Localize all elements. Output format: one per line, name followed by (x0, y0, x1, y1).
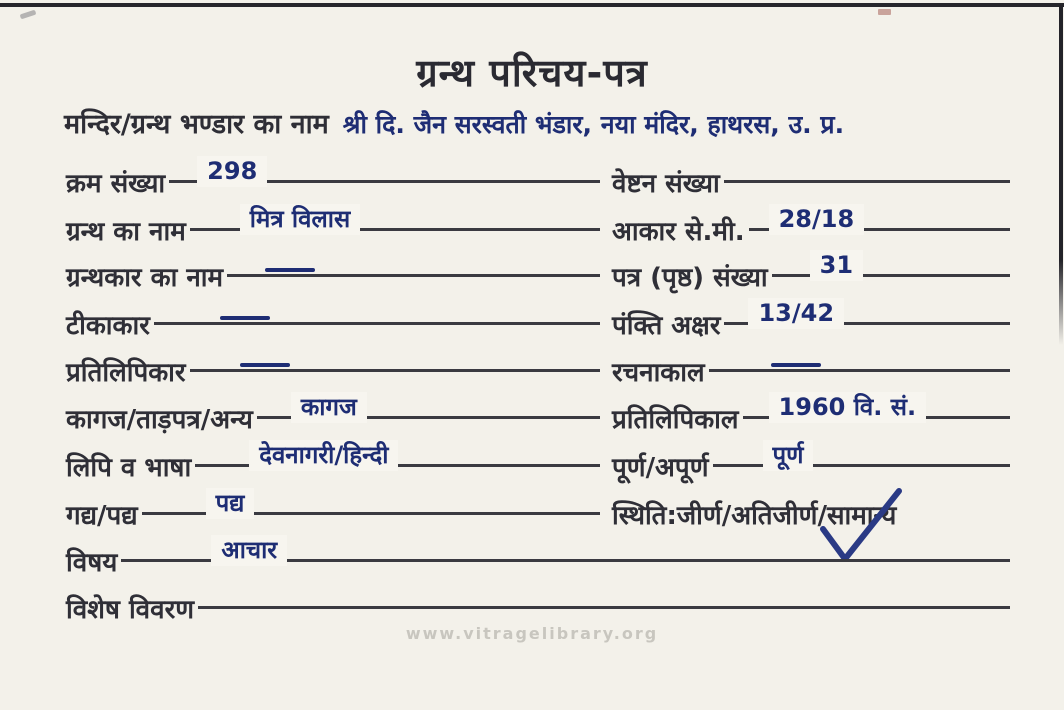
form-field (612, 251, 1010, 301)
fill-in-line (724, 180, 1010, 183)
form-row (66, 489, 1010, 539)
repository-name-field (64, 104, 1052, 141)
form-row (66, 393, 1010, 443)
checked-option: सामान्य (827, 499, 896, 533)
field-label: पत्र (पृष्ठ) संख्या (612, 263, 768, 293)
form-row (66, 251, 1010, 301)
form-row (66, 205, 1010, 255)
field-label: पंक्ति अक्षर (612, 311, 721, 341)
field-label: विशेष विवरण (66, 595, 195, 625)
field-value: आचार (211, 535, 287, 566)
form-field (612, 393, 1010, 443)
field-label: कागज/ताड़पत्र/अन्य (66, 405, 253, 435)
field-label: स्थिति:जीर्ण/अतिजीर्ण/सामान्य (612, 499, 900, 533)
field-value: 1960 वि. सं. (769, 392, 927, 423)
field-value: मित्र विलास (240, 204, 360, 235)
fill-in-line (749, 205, 1010, 233)
field-label: ग्रन्थकार का नाम (66, 263, 224, 293)
scan-smudge (878, 9, 891, 15)
form-row (66, 536, 1010, 586)
blank-dash-mark (265, 268, 315, 272)
field-value: देवनागरी/हिन्दी (249, 440, 398, 471)
form-field (66, 489, 600, 539)
field-label: पूर्ण/अपूर्ण (612, 453, 709, 483)
fill-in-line (190, 205, 600, 233)
page-title: ग्रन्थ परिचय-पत्र (416, 51, 648, 95)
fill-in-line (195, 441, 600, 469)
scan-smudge (20, 10, 37, 20)
field-label: मन्दिर/ग्रन्थ भण्डार का नाम (64, 109, 329, 140)
fill-in-line (190, 369, 600, 372)
fill-in-line (743, 393, 1010, 421)
field-value: पूर्ण (763, 440, 814, 471)
form-field (66, 205, 600, 255)
field-value: श्री दि. जैन सरस्वती भंडार, नया मंदिर, हाथरस, उ. प्र. (342, 110, 845, 139)
form-field (612, 441, 1010, 491)
field-label: टीकाकार (66, 311, 150, 341)
form-field (612, 299, 1010, 349)
form-field (66, 536, 1010, 586)
form-field (66, 356, 600, 396)
field-label: ग्रन्थ का नाम (66, 217, 186, 247)
field-label: गद्य/पद्य (66, 501, 138, 531)
form-row (66, 157, 1010, 207)
fill-in-line (772, 251, 1010, 279)
form-field (66, 261, 600, 301)
fill-in-line (724, 299, 1010, 327)
blank-dash-mark (240, 363, 290, 367)
field-value: कागज (291, 392, 367, 423)
form-field (66, 393, 600, 443)
field-value: 298 (197, 156, 267, 187)
blank-dash-mark (771, 363, 821, 367)
field-label: रचनाकाल (612, 358, 705, 388)
form-field (612, 205, 1010, 255)
field-value: 28/18 (769, 204, 865, 235)
field-label: आकार से.मी. (612, 217, 745, 247)
fill-in-line (713, 441, 1011, 469)
form-row (66, 356, 1010, 396)
fill-in-line (169, 157, 600, 185)
form-field (612, 499, 1010, 539)
field-label: विषय (66, 548, 118, 578)
fill-in-line (257, 393, 600, 421)
field-label: लिपि व भाषा (66, 453, 192, 483)
fill-in-line (198, 606, 1010, 609)
field-label: क्रम संख्या (66, 169, 166, 199)
field-label: वेष्टन संख्या (612, 169, 720, 199)
form-field (66, 309, 600, 349)
form-field (612, 356, 1010, 396)
scan-edge-top (0, 3, 1064, 7)
blank-dash-mark (220, 316, 270, 320)
form-row (66, 441, 1010, 491)
fill-in-line (142, 489, 600, 517)
field-value: पद्य (206, 488, 255, 519)
fill-in-line (709, 369, 1010, 372)
form-field (66, 441, 600, 491)
field-label: प्रतिलिपिकार (66, 358, 186, 388)
form-row (66, 299, 1010, 349)
form-field (612, 167, 1010, 207)
watermark-text: www.vitragelibrary.org (405, 624, 659, 643)
field-value: 13/42 (748, 298, 844, 329)
form-field (66, 157, 600, 207)
field-label: प्रतिलिपिकाल (612, 405, 739, 435)
fill-in-line (154, 322, 600, 325)
fill-in-line (121, 536, 1010, 564)
field-value: 31 (810, 250, 863, 281)
fill-in-line (227, 274, 600, 277)
